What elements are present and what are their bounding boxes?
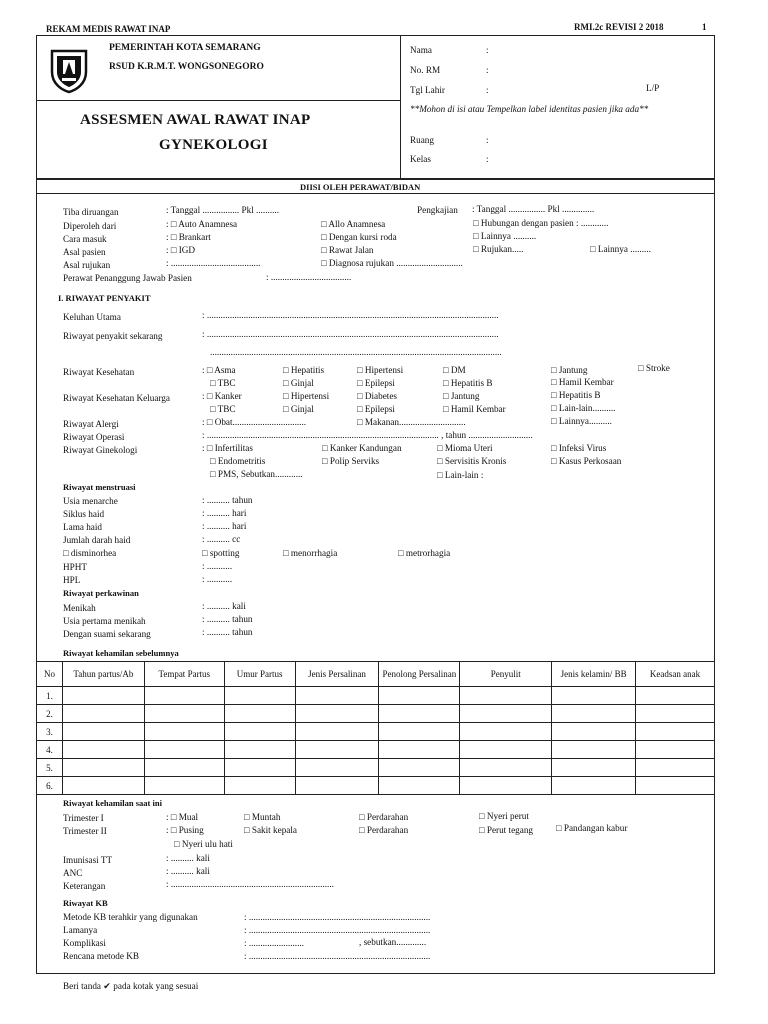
checkbox-brankart[interactable]: : □ Brankart [166,232,211,242]
asal-rujukan-field[interactable]: : ....................................... [166,258,261,268]
label-hpl: HPL [63,575,81,585]
label-metode-kb: Metode KB terahkir yang digunakan [63,912,198,922]
table-row[interactable] [37,687,715,705]
label-diperoleh: Diperoleh dari [63,221,117,231]
table-row[interactable] [37,777,715,795]
row-number: 4. [37,741,63,759]
checkbox-keluarga-lain-lain[interactable]: □ Lain-lain.......... [551,403,616,413]
col-umur: Umur Partus [224,662,295,687]
page-title: ASSESMEN AWAL RAWAT INAP [80,112,311,128]
checkbox-muntah[interactable]: □ Muntah [244,812,281,822]
anc-field[interactable]: : .......... kali [166,866,210,876]
keterangan-field[interactable]: : ....................................................................... [166,879,334,889]
checkbox-perut-tegang[interactable]: □ Perut tegang [479,825,534,835]
checkbox-diagnosa-rujukan[interactable]: □ Diagnosa rujukan ............................. [321,258,463,268]
label-lama-haid: Lama haid [63,522,103,532]
checkbox-servisitis-kronis[interactable]: □ Servisitis Kronis [437,456,507,466]
table-row[interactable] [37,759,715,777]
label-asal-pasien: Asal pasien [63,247,106,257]
label-siklus: Siklus haid [63,509,105,519]
checkbox-kanker-kandungan[interactable]: □ Kanker Kandungan [322,443,402,453]
checkbox-keluarga-hipertensi[interactable]: □ Hipertensi [283,391,330,401]
label-operasi: Riwayat Operasi [63,432,125,442]
row-number: 3. [37,723,63,741]
label-lamanya: Lamanya [63,925,98,935]
checkbox-gine-lain-lain[interactable]: □ Lain-lain : [437,470,484,480]
colon: : [486,154,489,164]
checkbox-igd[interactable]: : □ IGD [166,245,196,255]
siklus-field[interactable]: : .......... hari [202,508,247,518]
checkbox-alergi-makanan[interactable]: □ Makanan............................. [357,417,466,427]
imunisasi-field[interactable]: : .......... kali [166,853,210,863]
page-subtitle: GYNEKOLOGI [159,137,268,153]
checkbox-hepatitis-b[interactable]: □ Hepatitis B [443,378,493,388]
col-tahun: Tahun partus/Ab [62,662,144,687]
checkbox-infeksi-virus[interactable]: □ Infeksi Virus [551,443,607,453]
checkbox-kursi-roda[interactable]: □ Dengan kursi roda [321,232,397,242]
checkbox-pandangan-kabur[interactable]: □ Pandangan kabur [556,823,628,833]
checkbox-pusing[interactable]: : □ Pusing [166,825,204,835]
checkbox-allo-anamnesa[interactable]: □ Allo Anamnesa [321,219,386,229]
label-gender: L/P [646,83,660,93]
pengkajian-field[interactable]: : Tanggal ................ Pkl .............. [472,204,595,214]
label-trimester-2: Trimester II [63,826,107,836]
footer-instruction: Beri tanda ✔ pada kotak yang sesuai [63,981,199,991]
section-riwayat-kb: Riwayat KB [63,898,108,908]
label-tgl-lahir: Tgl Lahir [410,85,445,95]
label-keluhan: Keluhan Utama [63,312,121,322]
checkbox-infertilitas[interactable]: : □ Infertilitas [202,443,253,453]
checkbox-keluarga-diabetes[interactable]: □ Diabetes [357,391,397,401]
row-number: 6. [37,777,63,795]
checkbox-hipertensi[interactable]: □ Hipertensi [357,365,404,375]
checkbox-perdarahan-t2[interactable]: □ Perdarahan [359,825,409,835]
hpht-field[interactable]: : ........... [202,561,233,571]
label-pengkajian: Pengkajian [417,205,458,215]
label-perawat: Perawat Penanggung Jawab Pasien [63,273,192,283]
checkbox-mioma-uteri[interactable]: □ Mioma Uteri [437,443,493,453]
penyakit-sekarang-field-2[interactable]: ............................................................................................................................... [210,347,502,357]
label-riwayat-kesehatan: Riwayat Kesehatan [63,367,135,377]
label-kelas: Kelas [410,154,431,164]
checkbox-perdarahan-t1[interactable]: □ Perdarahan [359,812,409,822]
checkbox-rujukan[interactable]: □ Rujukan..... [473,244,524,254]
col-jenis-kelamin: Jenis kelamin/ BB [552,662,636,687]
checkbox-jantung[interactable]: □ Jantung [551,365,588,375]
checkbox-auto-anamnesa[interactable]: : □ Auto Anamnesa [166,219,238,229]
label-imunisasi: Imunisasi TT [63,855,113,865]
checkbox-keluarga-jantung[interactable]: □ Jantung [443,391,480,401]
colon: : [486,45,489,55]
label-kesehatan-keluarga: Riwayat Kesehatan Keluarga [63,393,170,403]
label-tiba: Tiba diruangan [63,207,119,217]
menikah-field[interactable]: : .......... kali [202,601,246,611]
col-keadaan-anak: Keadsan anak [636,662,715,687]
tiba-field[interactable]: : Tanggal ................ Pkl .......... [166,205,280,215]
checkbox-keluarga-ginjal[interactable]: □ Ginjal [283,404,314,414]
identity-note: **Mohon di isi atau Tempelkan label identitas pasien jika ada** [410,104,649,114]
label-komplikasi: Komplikasi [63,938,106,948]
row-number: 5. [37,759,63,777]
label-menarche: Usia menarche [63,496,118,506]
hpl-field[interactable]: : ........... [202,574,233,584]
label-suami-sekarang: Dengan suami sekarang [63,629,151,639]
section-kehamilan-sebelumnya: Riwayat kehamilan sebelumnya [63,648,179,658]
colon: : [486,135,489,145]
checkbox-kasus-perkosaan[interactable]: □ Kasus Perkosaan [551,456,622,466]
page-number: 1 [702,22,707,32]
pregnancy-history-table [36,661,715,795]
checkbox-epilepsi[interactable]: □ Epilepsi [357,378,395,388]
checkbox-disminorhea[interactable]: □ disminorhea [63,548,117,558]
label-ruang: Ruang [410,135,434,145]
colon: : [486,65,489,75]
section-menstruasi: Riwayat menstruasi [63,482,136,492]
table-header-row [37,662,715,687]
checkbox-spotting[interactable]: □ spotting [202,548,240,558]
keluhan-field[interactable]: : ............................................................................................................................... [202,310,499,320]
label-keterangan: Keterangan [63,881,106,891]
label-hpht: HPHT [63,562,87,572]
checkbox-ginjal[interactable]: □ Ginjal [283,378,314,388]
checkbox-pms[interactable]: □ PMS, Sebutkan............ [210,469,303,479]
checkbox-keluarga-tbc[interactable]: □ TBC [210,404,236,414]
operasi-field[interactable]: : ..................................................................................................... , tahun ............................ [202,430,533,440]
table-row[interactable] [37,723,715,741]
table-row[interactable] [37,705,715,723]
perawat-field[interactable]: : ................................... [266,272,352,282]
label-usia-menikah: Usia pertama menikah [63,616,146,626]
label-rencana-kb: Rencana metode KB [63,951,140,961]
checkbox-stroke[interactable]: □ Stroke [638,363,670,373]
checkbox-keluarga-hepatitis-b[interactable]: □ Hepatitis B [551,390,601,400]
checkbox-keluarga-epilepsi[interactable]: □ Epilepsi [357,404,395,414]
checkbox-nyeri-ulu-hati[interactable]: □ Nyeri ulu hati [174,839,233,849]
label-menikah: Menikah [63,603,96,613]
checkbox-menorrhagia[interactable]: □ menorrhagia [283,548,338,558]
government-name: PEMERINTAH KOTA SEMARANG [109,43,261,53]
checkbox-rawat-jalan[interactable]: □ Rawat Jalan [321,245,374,255]
checkbox-keluarga-kanker[interactable]: : □ Kanker [202,391,242,401]
col-penyulit: Penyulit [460,662,552,687]
label-no-rm: No. RM [410,65,441,75]
section-header: DIISI OLEH PERAWAT/BIDAN [300,182,421,192]
checkbox-hubungan[interactable]: □ Hubungan dengan pasien : ............ [473,218,609,228]
col-no: No [37,662,63,687]
label-anc: ANC [63,868,83,878]
checkbox-asma[interactable]: : □ Asma [202,365,236,375]
label-nama: Nama [410,45,432,55]
checkbox-hepatitis[interactable]: □ Hepatitis [283,365,325,375]
checkbox-polip-serviks[interactable]: □ Polip Serviks [322,456,380,466]
label-jumlah-darah: Jumlah darah haid [63,535,131,545]
lamanya-field[interactable]: : ............................................................................... [244,925,431,935]
label-trimester-1: Trimester I [63,813,104,823]
checkbox-endometritis[interactable]: □ Endometritis [210,456,266,466]
col-penolong: Penolong Persalinan [379,662,460,687]
label-ginekologi: Riwayat Ginekologi [63,445,138,455]
checkbox-alergi-lainnya[interactable]: □ Lainnya.......... [551,416,612,426]
row-number: 2. [37,705,63,723]
penyakit-sekarang-field[interactable]: : ............................................................................................................................... [202,329,499,339]
checkbox-dm[interactable]: □ DM [443,365,466,375]
label-cara-masuk: Cara masuk [63,234,107,244]
usia-menikah-field[interactable]: : .......... tahun [202,614,253,624]
suami-sekarang-field[interactable]: : .......... tahun [202,627,253,637]
form-category: REKAM MEDIS RAWAT INAP [46,24,171,34]
checkbox-alergi-obat[interactable]: : □ Obat................................ [202,417,307,427]
section-kehamilan-saat-ini: Riwayat kehamilan saat ini [63,798,162,808]
label-penyakit-sekarang: Riwayat penyakit sekarang [63,331,163,341]
lama-haid-field[interactable]: : .......... hari [202,521,247,531]
table-row[interactable] [37,741,715,759]
checkbox-lainnya-cara[interactable]: □ Lainnya .......... [473,231,537,241]
label-asal-rujukan: Asal rujukan [63,260,111,270]
komplikasi-sebutkan-field[interactable]: , sebutkan............. [359,937,427,947]
checkbox-hamil-kembar[interactable]: □ Hamil Kembar [551,377,614,387]
label-alergi: Riwayat Alergi [63,419,119,429]
checkbox-sakit-kepala[interactable]: □ Sakit kepala [244,825,298,835]
col-tempat: Tempat Partus [144,662,224,687]
checkbox-keluarga-hamil-kembar[interactable]: □ Hamil Kembar [443,404,506,414]
menarche-field[interactable]: : .......... tahun [202,495,253,505]
row-number: 1. [37,687,63,705]
rencana-kb-field[interactable]: : ............................................................................... [244,951,431,961]
colon: : [486,85,489,95]
checkbox-mual[interactable]: : □ Mual [166,812,199,822]
checkbox-lainnya-asal[interactable]: □ Lainnya ......... [590,244,651,254]
city-emblem-icon [48,48,90,94]
metode-kb-field[interactable]: : ............................................................................... [244,912,431,922]
col-jenis-persalinan: Jenis Persalinan [295,662,379,687]
komplikasi-field[interactable]: : ........................ [244,938,304,948]
checkbox-tbc[interactable]: □ TBC [210,378,236,388]
checkbox-metrorhagia[interactable]: □ metrorhagia [398,548,451,558]
section-perkawinan: Riwayat perkawinan [63,588,139,598]
jumlah-darah-field[interactable]: : .......... cc [202,534,241,544]
hospital-name: RSUD K.R.M.T. WONGSONEGORO [109,62,264,72]
checkbox-nyeri-perut[interactable]: □ Nyeri perut [479,811,529,821]
section-riwayat-penyakit: I. RIWAYAT PENYAKIT [58,293,151,303]
form-code: RMI.2c REVISI 2 2018 [574,22,664,32]
